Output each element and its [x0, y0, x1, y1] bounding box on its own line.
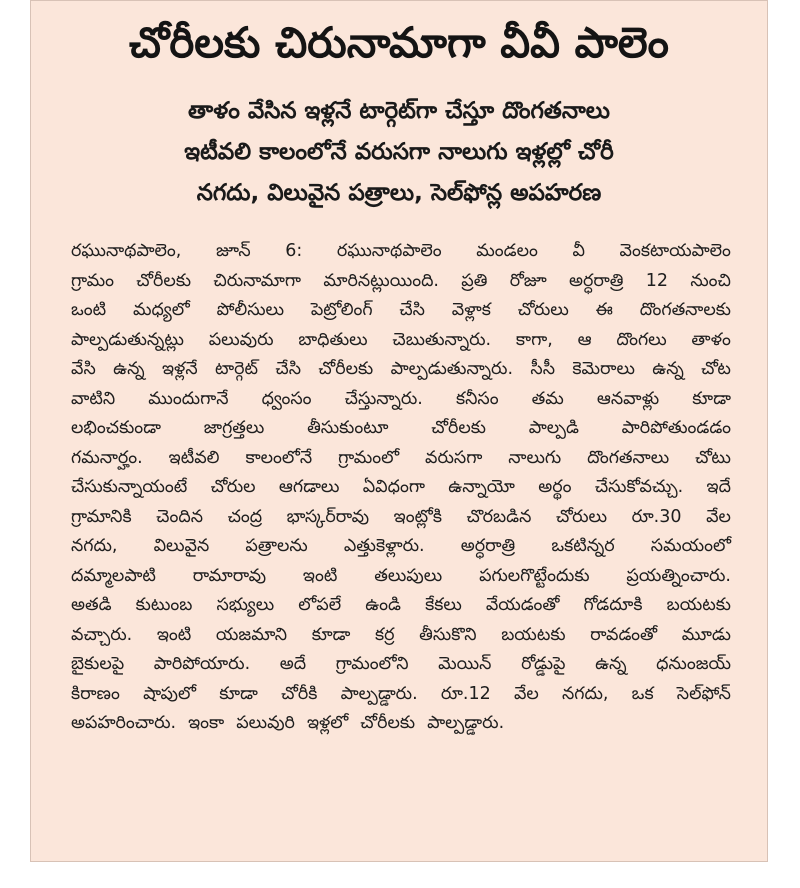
subhead-3: నగదు, విలువైన పత్రాలు, సెల్‌ఫోన్ల అపహరణ: [196, 180, 602, 206]
body-line: అతడి కుటుంబ సభ్యులు లోపలే ఉండి కేకలు వేయడంతో గోడదూకి బయటకు: [71, 595, 731, 615]
subhead-1: తాళం వేసిన ఇళ్లనే టార్గెట్‌గా చేస్తూ దొంగతనాలు: [188, 98, 610, 124]
newspaper-clipping: [30, 0, 768, 862]
body-line: వాటిని ముందుగానే ధ్వంసం చేస్తున్నారు. కనీసం తమ ఆనవాళ్లు కూడా: [71, 388, 731, 409]
body-line: వేసి ఉన్న ఇళ్లనే టార్గెట్ చేసి చోరీలకు పాల్పడుతున్నారు. సీసీ కెమెరాలు ఉన్న చోట: [71, 359, 731, 379]
body-line: రఘునాథపాలెం, జూన్ 6: రఘునాథపాలెం మండలం వీ వెంకటాయపాలెం: [71, 241, 731, 261]
body-line: ఒంటి మధ్యలో పోలీసులు పెట్రోలింగ్ చేసి వెళ్లాక చోరులు ఈ దొంగతనాలకు: [71, 300, 731, 320]
body-line: గ్రామం చోరీలకు చిరునామాగా మారినట్లుయింది. ప్రతి రోజూ అర్ధరాత్రి 12 నుంచి: [71, 270, 731, 291]
body-line: గమనార్హం. ఇటీవలి కాలంలోనే గ్రామంలో వరుసగా నాలుగు దొంగతనాలు చోటు: [71, 447, 731, 468]
body-line: దమ్మాలపాటి రామారావు ఇంటి తలుపులు పగులగొట్టేందుకు ప్రయత్నించారు.: [71, 565, 731, 586]
body-line: అపహరించారు. ఇంకా పలువురి ఇళ్లలో చోరీలకు పాల్పడ్డారు.: [71, 713, 505, 733]
body-line: పాల్పడుతున్నట్లు పలువురు బాధితులు చెబుతున్నారు. కాగా, ఆ దొంగలు తాళం: [71, 329, 731, 350]
body-line: గ్రామానికి చెందిన చంద్ర భాస్కర్‌రావు ఇంట్లోకి చొరబడిన చోరులు రూ.30 వేల: [71, 506, 731, 527]
body-line: కిరాణం షాపులో కూడా చోరీకి పాల్పడ్డారు. రూ.12 వేల నగదు, ఒక సెల్‌ఫోన్: [71, 683, 731, 704]
body-line: బైకులపై పారిపోయారు. అదే గ్రామంలోని మెయిన్ రోడ్డుపై ఉన్న ధనుంజయ్: [71, 654, 731, 674]
body-line: చేసుకున్నాయంటే చోరుల ఆగడాలు ఏవిధంగా ఉన్నాయో అర్థం చేసుకోవచ్చు. ఇదే: [71, 477, 731, 497]
body-line: నగదు, విలువైన పత్రాలను ఎత్తుకెళ్లారు. అర్ధరాత్రి ఒకటిన్నర సమయంలో: [71, 536, 731, 556]
subhead-2: ఇటీవలి కాలంలోనే వరుసగా నాలుగు ఇళ్లల్లో చోరీ: [184, 139, 614, 165]
article-body: [71, 237, 731, 739]
body-line: వచ్చారు. ఇంటి యజమాని కూడా కర్ర తీసుకొని బయటకు రావడంతో మూడు: [71, 624, 731, 645]
headline: చోరీలకు చిరునామాగా వీవీ పాలెం: [129, 18, 669, 67]
body-line: లభించకుండా జాగ్రత్తలు తీసుకుంటూ చోరీలకు పాల్పడి పారిపోతుండడం: [71, 418, 731, 438]
subheads: [31, 91, 767, 214]
